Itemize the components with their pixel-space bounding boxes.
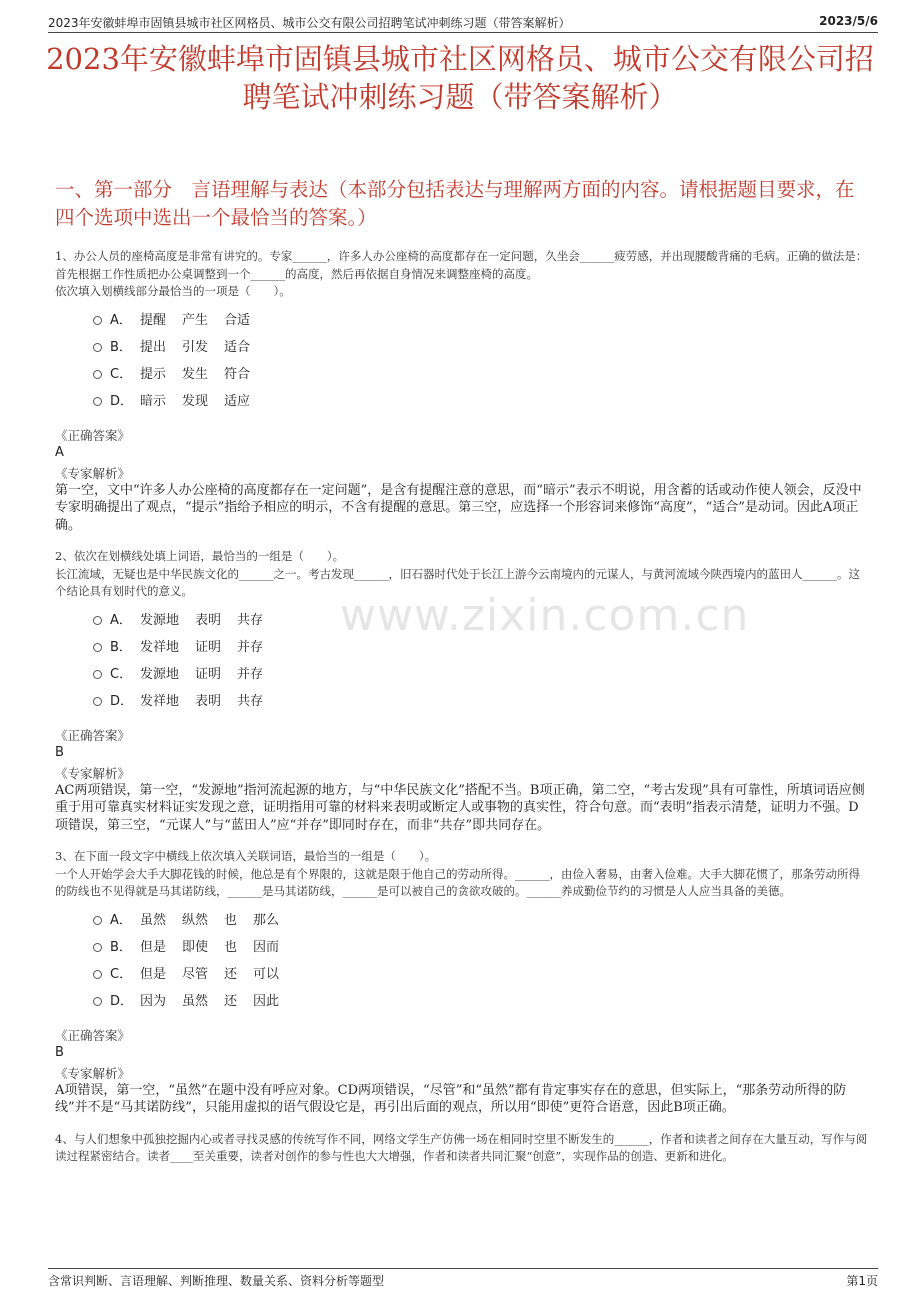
option-word: 适应 bbox=[224, 393, 251, 409]
page-number: 第1页 bbox=[846, 1274, 878, 1288]
option-word: 发源地 bbox=[140, 612, 180, 628]
question-line: 3、在下面一段文字中横线上依次填入关联词语，最恰当的一组是（ ）。 bbox=[55, 849, 437, 863]
radio-icon[interactable] bbox=[93, 670, 102, 679]
option-word: 合适 bbox=[224, 312, 251, 328]
explanation-text: A项错误，第一空，“虽然”在题中没有呼应对象。CD两项错误，“尽管”和“虽然”都有肯定事实存在的意思，但实际上，“那条劳动所得的防线”并不是“马其诺防线”，只能用虚拟的语气假设它是，再引出后面的观点，所以用“即使”更符合语意，因此B项正确。 bbox=[55, 1082, 847, 1115]
option-word: 还 bbox=[224, 993, 238, 1009]
answer-value: B bbox=[55, 1044, 64, 1060]
radio-icon[interactable] bbox=[93, 697, 102, 706]
option-a[interactable] bbox=[93, 605, 870, 632]
explanation-label: 《专家解析》 bbox=[55, 765, 131, 781]
question-line: 4、与人们想象中孤独挖掘内心或者寻找灵感的传统写作不同，网络文学生产仿佛一场在相同时空里不断发生的______，作者和读者之间存在大量互动，写作与阅读过程紧密结合。读者____至关重要，读者对创作的参与性也大大增强，作者和读者共同汇聚“创意”，实现作品的创造、更新和进化。 bbox=[55, 1131, 868, 1163]
explanation-text: 第一空，文中“许多人办公座椅的高度都存在一定问题”，是含有提醒注意的意思，而“暗示”表示不明说，用含蓄的话或动作使人领会，反没中专家明确提出了观点，“提示”指给予相应的明示，不含有提醒的意思。第三空，应选择一个形容词来修饰“高度”，“适合”是动词。因此A项正确。 bbox=[55, 482, 862, 533]
option-word: 发现 bbox=[182, 393, 209, 409]
option-word: 但是 bbox=[140, 966, 167, 982]
question-block bbox=[55, 1131, 870, 1166]
option-word: 还 bbox=[224, 966, 238, 982]
answer-label: 《正确答案》 bbox=[55, 727, 131, 743]
radio-icon[interactable] bbox=[93, 370, 102, 379]
option-word: 并存 bbox=[237, 666, 264, 682]
question-block bbox=[55, 848, 870, 1117]
radio-icon[interactable] bbox=[93, 643, 102, 652]
radio-icon[interactable] bbox=[93, 997, 102, 1006]
option-b[interactable] bbox=[93, 332, 870, 359]
options-list bbox=[93, 605, 870, 713]
option-word: 共存 bbox=[237, 612, 264, 628]
option-word: 提示 bbox=[140, 366, 167, 382]
question-text bbox=[55, 1131, 870, 1166]
option-b[interactable] bbox=[93, 632, 870, 659]
option-word: 证明 bbox=[195, 639, 222, 655]
explanation-text: AC两项错误，第一空，“发源地”指河流起源的地方，与“中华民族文化”搭配不当。B项正确，第二空，“考古发现”具有可靠性，所填词语应侧重于用可靠真实材料证实发现之意，证明指用可靠的材料来表明或断定人或事物的真实性，符合句意。而“表明”指表示清楚，证明力不强。D项错误，第三空，“元谋人”与“蓝田人”应“并存”即同时存在，而非“共存”即共同存在。 bbox=[55, 782, 865, 833]
footer-note: 含常识判断、言语理解、判断推理、数量关系、资料分析等题型 bbox=[48, 1274, 385, 1288]
radio-icon[interactable] bbox=[93, 397, 102, 406]
option-word: 引发 bbox=[182, 339, 209, 355]
option-word: 尽管 bbox=[182, 966, 209, 982]
option-d[interactable] bbox=[93, 986, 870, 1013]
option-word: 发祥地 bbox=[140, 639, 180, 655]
option-word: 提醒 bbox=[140, 312, 167, 328]
section-heading: 一、第一部分 言语理解与表达（本部分包括表达与理解两方面的内容。请根据题目要求，在四个选项中选出一个最恰当的答案。） bbox=[55, 178, 855, 229]
question-line: 长江流域，无疑也是中华民族文化的______之一。考古发现______，旧石器时代处于长江上游今云南境内的元谋人，与黄河流域今陕西境内的蓝田人______。这个结论具有划时代的意义。 bbox=[55, 566, 860, 598]
radio-icon[interactable] bbox=[93, 916, 102, 925]
option-letter: A． bbox=[110, 612, 132, 628]
option-word: 提出 bbox=[140, 339, 167, 355]
option-word: 也 bbox=[224, 912, 238, 928]
option-word: 发祥地 bbox=[140, 693, 180, 709]
question-text bbox=[55, 248, 870, 301]
question-list bbox=[55, 248, 870, 1180]
option-word: 表明 bbox=[195, 693, 222, 709]
option-word: 发源地 bbox=[140, 666, 180, 682]
option-word: 因而 bbox=[253, 939, 280, 955]
question-line: 1、办公人员的座椅高度是非常有讲究的。专家______，许多人办公座椅的高度都存在一定问题，久坐会______疲劳感，并出现腰酸背痛的毛病。正确的做法是：首先根据工作性质把办公桌调整到一个______的高度，然后再依据自身情况来调整座椅的高度。 bbox=[55, 249, 868, 281]
option-word: 产生 bbox=[182, 312, 209, 328]
option-letter: A． bbox=[110, 312, 132, 328]
radio-icon[interactable] bbox=[93, 943, 102, 952]
option-word: 表明 bbox=[195, 612, 222, 628]
option-d[interactable] bbox=[93, 686, 870, 713]
option-word: 虽然 bbox=[182, 993, 209, 1009]
option-word: 暗示 bbox=[140, 393, 167, 409]
option-letter: B． bbox=[110, 339, 132, 355]
radio-icon[interactable] bbox=[93, 616, 102, 625]
answer-label: 《正确答案》 bbox=[55, 427, 131, 443]
radio-icon[interactable] bbox=[93, 343, 102, 352]
option-letter: B． bbox=[110, 639, 132, 655]
option-word: 但是 bbox=[140, 939, 167, 955]
option-letter: D． bbox=[110, 693, 134, 709]
option-c[interactable] bbox=[93, 359, 870, 386]
option-letter: D． bbox=[110, 993, 134, 1009]
question-block bbox=[55, 548, 870, 834]
option-word: 符合 bbox=[224, 366, 251, 382]
option-a[interactable] bbox=[93, 305, 870, 332]
option-c[interactable] bbox=[93, 659, 870, 686]
question-block bbox=[55, 248, 870, 534]
option-letter: D． bbox=[110, 393, 134, 409]
option-word: 那么 bbox=[253, 912, 280, 928]
option-letter: C． bbox=[110, 966, 133, 982]
option-word: 发生 bbox=[182, 366, 209, 382]
header-title: 2023年安徽蚌埠市固镇县城市社区网格员、城市公交有限公司招聘笔试冲刺练习题（带答案解析） bbox=[48, 16, 571, 30]
option-word: 可以 bbox=[253, 966, 280, 982]
option-word: 也 bbox=[224, 939, 238, 955]
option-word: 共存 bbox=[237, 693, 264, 709]
option-a[interactable] bbox=[93, 905, 870, 932]
question-text bbox=[55, 848, 870, 901]
option-word: 纵然 bbox=[182, 912, 209, 928]
page-footer bbox=[48, 1268, 878, 1290]
option-letter: C． bbox=[110, 666, 133, 682]
watermark: www.zixin.com.cn bbox=[340, 590, 750, 641]
question-line: 依次填入划横线部分最恰当的一项是（ ）。 bbox=[55, 284, 291, 298]
option-word: 因为 bbox=[140, 993, 167, 1009]
options-list bbox=[93, 305, 870, 413]
option-word: 即使 bbox=[182, 939, 209, 955]
explanation-label: 《专家解析》 bbox=[55, 465, 131, 481]
option-c[interactable] bbox=[93, 959, 870, 986]
question-text bbox=[55, 548, 870, 601]
document-title: 2023年安徽蚌埠市固镇县城市社区网格员、城市公交有限公司招聘笔试冲刺练习题（带答案解析） bbox=[46, 42, 874, 114]
options-list bbox=[93, 905, 870, 1013]
radio-icon[interactable] bbox=[93, 970, 102, 979]
option-word: 虽然 bbox=[140, 912, 167, 928]
option-letter: A． bbox=[110, 912, 132, 928]
page-header bbox=[48, 14, 878, 33]
option-word: 证明 bbox=[195, 666, 222, 682]
answer-label: 《正确答案》 bbox=[55, 1027, 131, 1043]
header-date: 2023/5/6 bbox=[819, 14, 878, 28]
option-d[interactable] bbox=[93, 386, 870, 413]
explanation-label: 《专家解析》 bbox=[55, 1065, 131, 1081]
answer-value: A bbox=[55, 444, 64, 460]
option-b[interactable] bbox=[93, 932, 870, 959]
option-word: 并存 bbox=[237, 639, 264, 655]
option-word: 适合 bbox=[224, 339, 251, 355]
question-line: 2、依次在划横线处填上词语，最恰当的一组是（ ）。 bbox=[55, 549, 345, 563]
option-letter: B． bbox=[110, 939, 132, 955]
question-line: 一个人开始学会大手大脚花钱的时候，他总是有个界限的，这就是限于他自己的劳动所得。______，由俭入奢易，由奢入俭难。大手大脚花惯了，那条劳动所得的防线也不见得就是马其诺防线，______是马其诺防线，______是可以被自己的贪欲攻破的。______养成勤俭节约的习惯是人人应当具备的美德。 bbox=[55, 866, 860, 898]
radio-icon[interactable] bbox=[93, 316, 102, 325]
answer-value: B bbox=[55, 744, 64, 760]
option-word: 因此 bbox=[253, 993, 280, 1009]
option-letter: C． bbox=[110, 366, 133, 382]
